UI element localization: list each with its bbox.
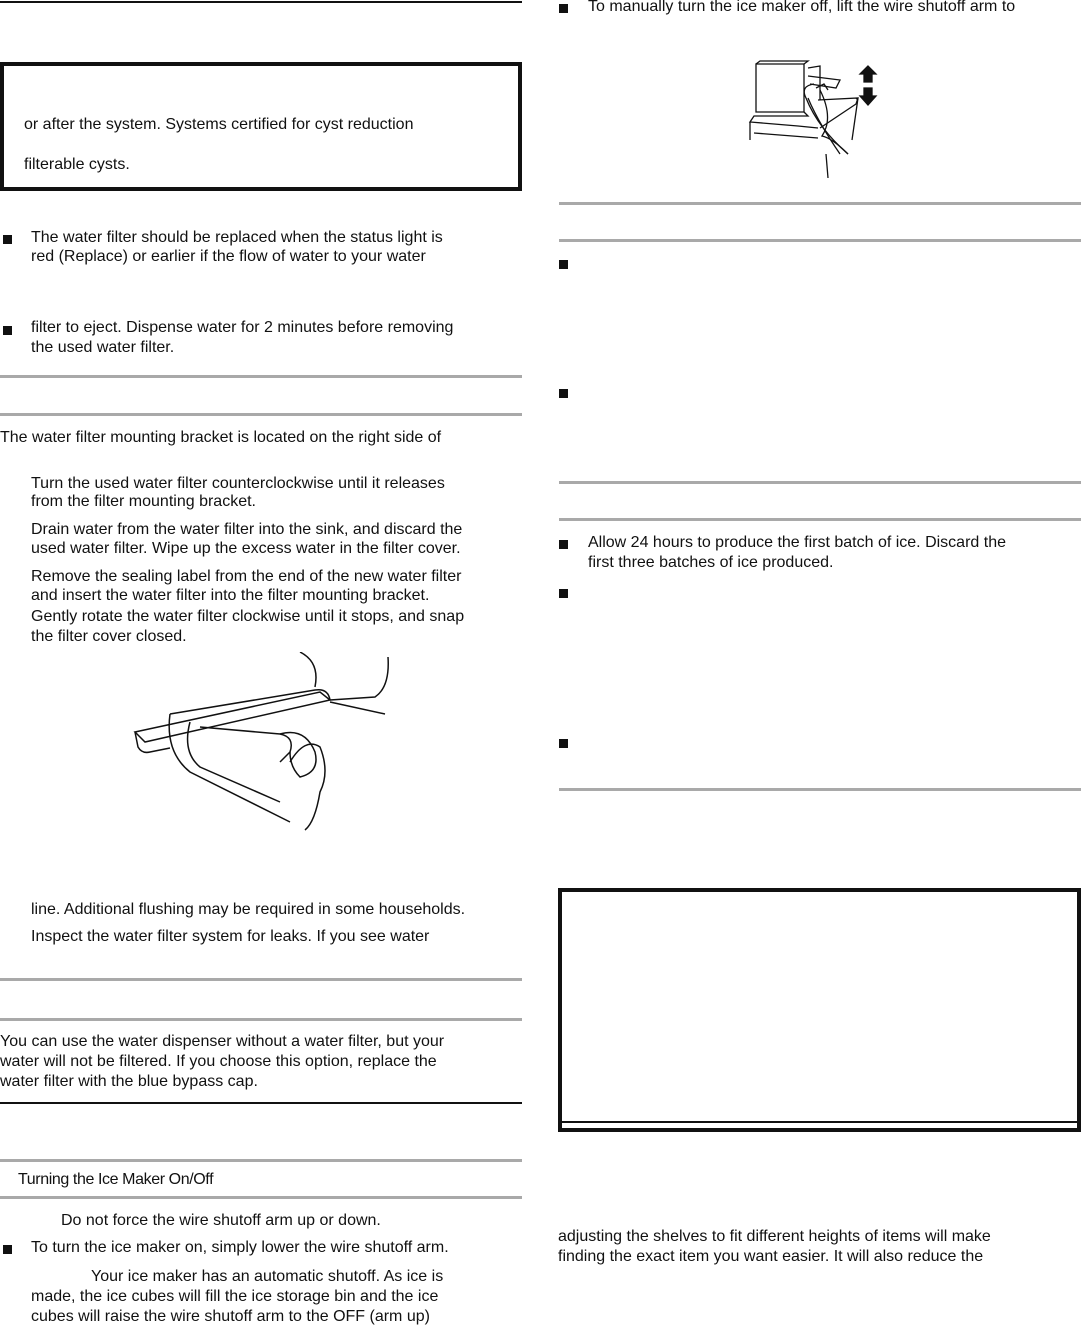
section-rule: [559, 481, 1081, 484]
bullet-icon: [559, 540, 568, 549]
body-text: Inspect the water filter system for leaks. If you see water: [31, 928, 430, 945]
step-text: Remove the sealing label from the end of the new water filter: [31, 568, 462, 585]
bullet-icon: [559, 589, 568, 598]
section-rule: [0, 413, 522, 416]
section-divider: [558, 1121, 1081, 1123]
section-rule: [559, 239, 1081, 242]
cyst-notice-box: [0, 62, 522, 191]
bullet-icon: [559, 4, 568, 13]
top-divider: [0, 1, 522, 3]
bullet-text: The water filter should be replaced when the status light is: [31, 229, 443, 246]
bullet-text: To turn the ice maker on, simply lower the wire shutoff arm.: [31, 1239, 449, 1256]
section-heading: Turning the Ice Maker On/Off: [18, 1171, 214, 1188]
bullet-text: first three batches of ice produced.: [588, 554, 834, 571]
body-text: Your ice maker has an automatic shutoff. As ice is: [91, 1268, 444, 1285]
step-text: and insert the water filter into the filter mounting bracket.: [31, 587, 430, 604]
body-text: water will not be filtered. If you choose this option, replace the: [0, 1053, 437, 1070]
body-text: cubes will raise the wire shutoff arm to the OFF (arm up): [31, 1308, 430, 1325]
section-rule: [0, 375, 522, 378]
section-rule: [0, 978, 522, 981]
step-text: Turn the used water filter counterclockwise until it releases: [31, 475, 445, 492]
bullet-text: red (Replace) or earlier if the flow of water to your water: [31, 248, 426, 265]
step-text: the filter cover closed.: [31, 628, 187, 645]
body-text: You can use the water dispenser without a water filter, but your: [0, 1033, 445, 1050]
section-rule: [0, 1196, 522, 1199]
step-text: from the filter mounting bracket.: [31, 493, 256, 510]
step-text: Drain water from the water filter into the sink, and discard the: [31, 521, 463, 538]
body-text: water filter with the blue bypass cap.: [0, 1073, 258, 1090]
step-text: Gently rotate the water filter clockwise until it stops, and snap: [31, 608, 465, 625]
cyst-notice-line: or after the system. Systems certified for cyst reduction: [24, 116, 414, 133]
body-text: made, the ice cubes will fill the ice storage bin and the ice: [31, 1288, 439, 1305]
bullet-icon: [3, 235, 12, 244]
water-filter-illustration: [130, 652, 400, 832]
section-rule: [559, 518, 1081, 521]
notice-box: [558, 888, 1081, 1132]
bullet-text: Allow 24 hours to produce the first batch of ice. Discard the: [588, 534, 1006, 551]
body-text: Do not force the wire shutoff arm up or down.: [61, 1212, 381, 1229]
section-rule: [559, 788, 1081, 791]
bullet-icon: [559, 389, 568, 398]
section-rule: [0, 1159, 522, 1162]
step-text: used water filter. Wipe up the excess water in the filter cover.: [31, 540, 461, 557]
bullet-icon: [559, 739, 568, 748]
body-text: finding the exact item you want easier. It will also reduce the: [558, 1248, 984, 1265]
body-text: line. Additional flushing may be required in some households.: [31, 901, 466, 918]
body-text: adjusting the shelves to fit different heights of items will make: [558, 1228, 991, 1245]
section-divider: [0, 1102, 522, 1104]
bullet-icon: [559, 260, 568, 269]
bullet-text: the used water filter.: [31, 339, 175, 356]
section-rule: [0, 1018, 522, 1021]
bullet-icon: [3, 326, 12, 335]
bullet-text: To manually turn the ice maker off, lift the wire shutoff arm to: [588, 0, 1016, 15]
section-rule: [559, 202, 1081, 205]
body-text: The water filter mounting bracket is located on the right side of: [0, 429, 442, 446]
bullet-text: filter to eject. Dispense water for 2 minutes before removing: [31, 319, 454, 336]
ice-maker-illustration: [748, 58, 888, 186]
bullet-icon: [3, 1245, 12, 1254]
cyst-notice-line: filterable cysts.: [24, 156, 130, 173]
